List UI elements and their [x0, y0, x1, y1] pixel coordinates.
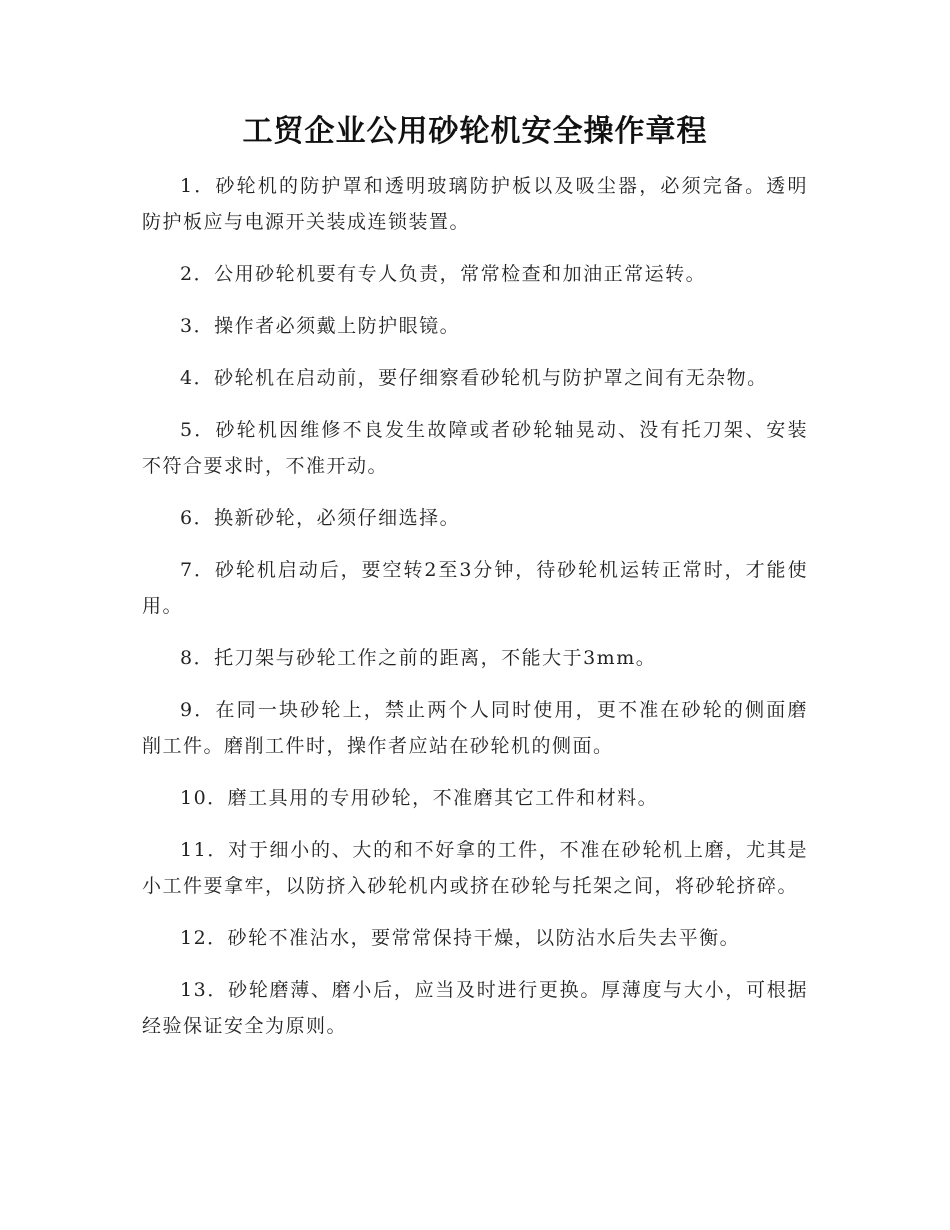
paragraph-3: 3．操作者必须戴上防护眼镜。 — [180, 315, 461, 337]
paragraph-9: 9．在同一块砂轮上，禁止两个人同时使用，更不准在砂轮的侧面磨削工件。磨削工件时，操作者应站在砂轮机的侧面。 — [142, 699, 808, 757]
document-body — [142, 168, 808, 1060]
paragraph-2: 2．公用砂轮机要有专人负责，常常检查和加油正常运转。 — [180, 263, 707, 285]
paragraph-8: 8．托刀架与砂轮工作之前的距离，不能大于3mm。 — [180, 647, 657, 669]
paragraph-7: 7．砂轮机启动后，要空转2至3分钟，待砂轮机运转正常时，才能使用。 — [142, 559, 808, 617]
paragraph-5: 5．砂轮机因维修不良发生故障或者砂轮轴晃动、没有托刀架、安装不符合要求时，不准开动。 — [142, 419, 808, 477]
paragraph-12: 12．砂轮不准沾水，要常常保持干燥，以防沾水后失去平衡。 — [180, 927, 741, 949]
paragraph-11: 11．对于细小的、大的和不好拿的工件，不准在砂轮机上磨，尤其是小工件要拿牢，以防挤入砂轮机内或挤在砂轮与托架之间，将砂轮挤碎。 — [142, 839, 808, 897]
document-title: 工贸企业公用砂轮机安全操作章程 — [242, 114, 708, 149]
paragraph-1: 1．砂轮机的防护罩和透明玻璃防护板以及吸尘器，必须完备。透明防护板应与电源开关装成连锁装置。 — [142, 175, 808, 233]
paragraph-13: 13．砂轮磨薄、磨小后，应当及时进行更换。厚薄度与大小，可根据经验保证安全为原则。 — [142, 979, 808, 1037]
paragraph-6: 6．换新砂轮，必须仔细选择。 — [180, 507, 461, 529]
paragraph-10: 10．磨工具用的专用砂轮，不准磨其它工件和材料。 — [180, 787, 659, 809]
paragraph-4: 4．砂轮机在启动前，要仔细察看砂轮机与防护罩之间有无杂物。 — [180, 367, 768, 389]
